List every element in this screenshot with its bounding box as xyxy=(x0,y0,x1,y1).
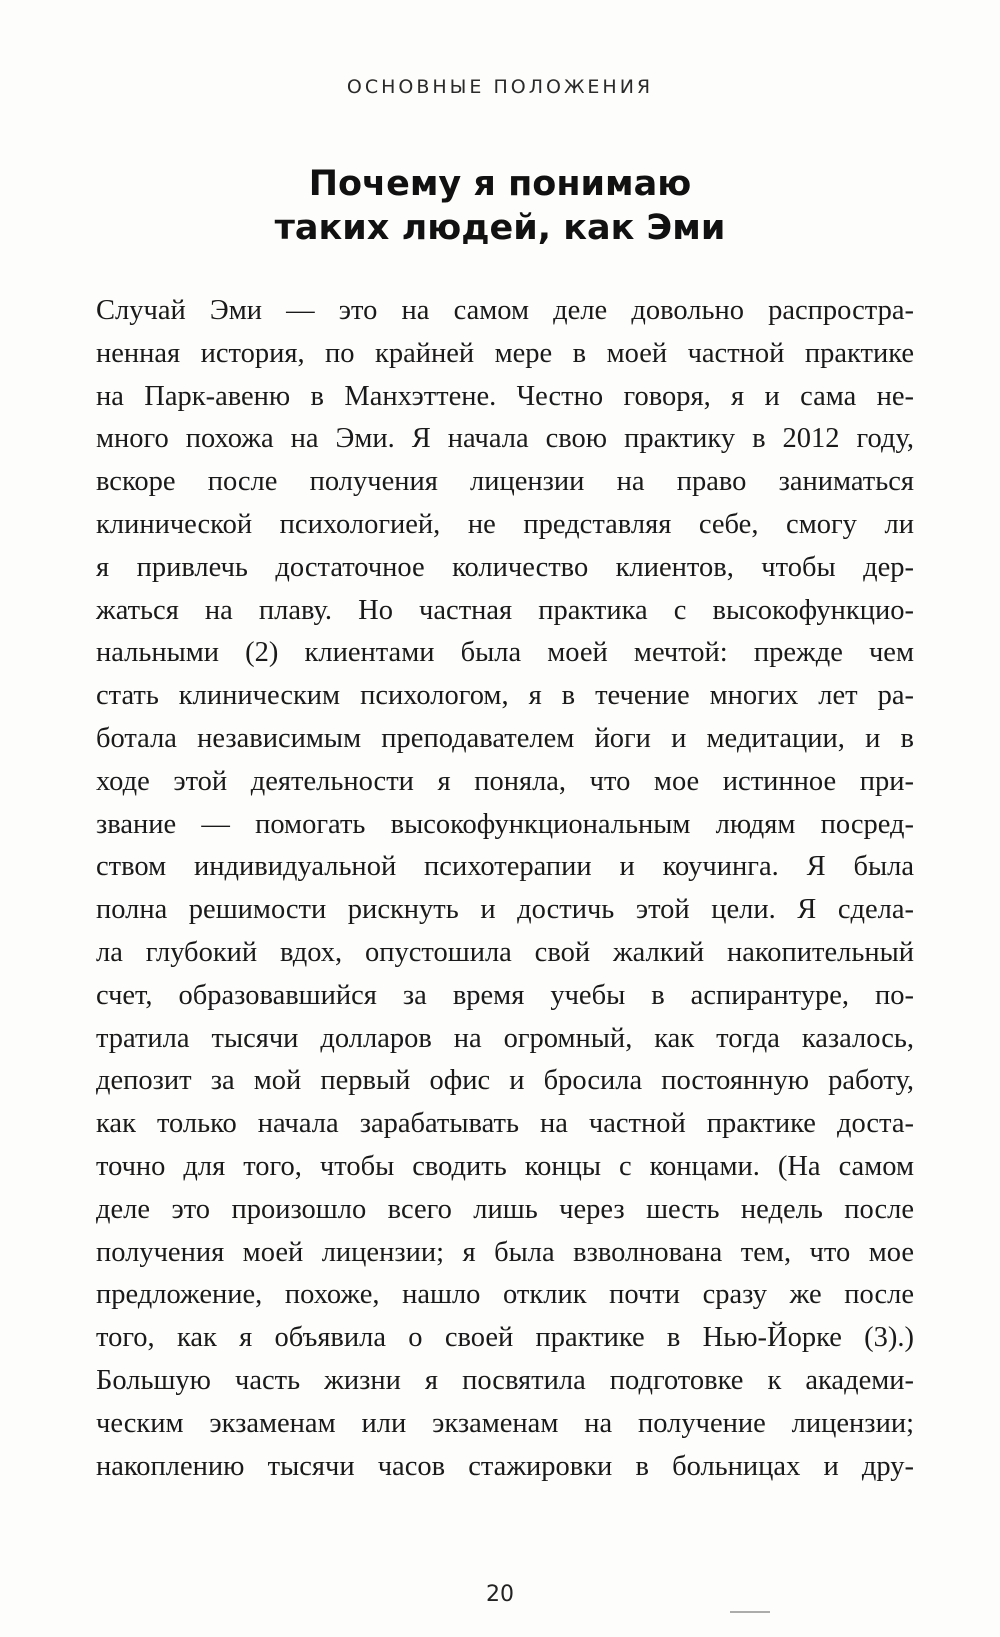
text-line: того, как я объявила о своей практике в Нью-Йорке (3).) xyxy=(96,1322,914,1354)
text-line: предложение, похоже, нашло отклик почти сразу же после xyxy=(96,1279,914,1311)
text-line: нальными (2) клиентами была моей мечтой: прежде чем xyxy=(96,637,914,669)
body-paragraph xyxy=(96,290,914,1488)
text-line: я привлечь достаточное количество клиентов, чтобы дер- xyxy=(96,551,914,583)
text-line: ческим экзаменам или экзаменам на получение лицензии; xyxy=(96,1407,914,1439)
text-line: точно для того, чтобы сводить концы с концами. (На самом xyxy=(96,1150,914,1182)
text-line: ненная история, по крайней мере в моей частной практике xyxy=(96,337,914,369)
text-line: ходе этой деятельности я поняла, что мое истинное при- xyxy=(96,765,914,797)
scan-artifact xyxy=(730,1611,770,1613)
page-number: 20 xyxy=(486,1582,514,1607)
text-line: депозит за мой первый офис и бросила постоянную работу, xyxy=(96,1065,914,1097)
chapter-title-line-2: таких людей, как Эми xyxy=(274,208,726,248)
text-line: клинической психологией, не представляя себе, смогу ли xyxy=(96,508,914,540)
text-line: тратила тысячи долларов на огромный, как тогда казалось, xyxy=(96,1022,914,1054)
text-line: на Парк-авеню в Манхэттене. Честно говоря, я и сама не- xyxy=(96,380,914,412)
text-line: полна решимости рискнуть и достичь этой цели. Я сдела- xyxy=(96,894,914,926)
text-line: стать клиническим психологом, я в течение многих лет ра- xyxy=(96,680,914,712)
chapter-title-line-1: Почему я понимаю xyxy=(308,164,692,204)
text-line: Случай Эми — это на самом деле довольно распростра- xyxy=(96,295,914,326)
text-line: получения моей лицензии; я была взволнована тем, что мое xyxy=(96,1236,914,1268)
text-line: ла глубокий вдох, опустошила свой жалкий накопительный xyxy=(96,936,914,968)
text-line: ством индивидуальной психотерапии и коучинга. Я была xyxy=(96,851,914,883)
text-line: счет, образовавшийся за время учебы в аспирантуре, по- xyxy=(96,979,914,1011)
text-line: звание — помогать высокофункциональным людям посред- xyxy=(96,808,914,840)
text-line: вскоре после получения лицензии на право заниматься xyxy=(96,466,914,498)
text-line: жаться на плаву. Но частная практика с высокофункцио- xyxy=(96,594,914,626)
text-line: деле это произошло всего лишь через шесть недель после xyxy=(96,1193,914,1225)
text-line: как только начала зарабатывать на частной практике доста- xyxy=(96,1108,914,1140)
chapter-title xyxy=(0,162,1000,250)
text-line: ботала независимым преподавателем йоги и медитации, и в xyxy=(96,722,914,754)
text-line: Большую часть жизни я посвятила подготовке к академи- xyxy=(96,1364,914,1396)
text-line: много похожа на Эми. Я начала свою практику в 2012 году, xyxy=(96,423,914,455)
running-head: ОСНОВНЫЕ ПОЛОЖЕНИЯ xyxy=(346,76,654,98)
text-line: накоплению тысячи часов стажировки в больницах и дру- xyxy=(96,1450,914,1482)
